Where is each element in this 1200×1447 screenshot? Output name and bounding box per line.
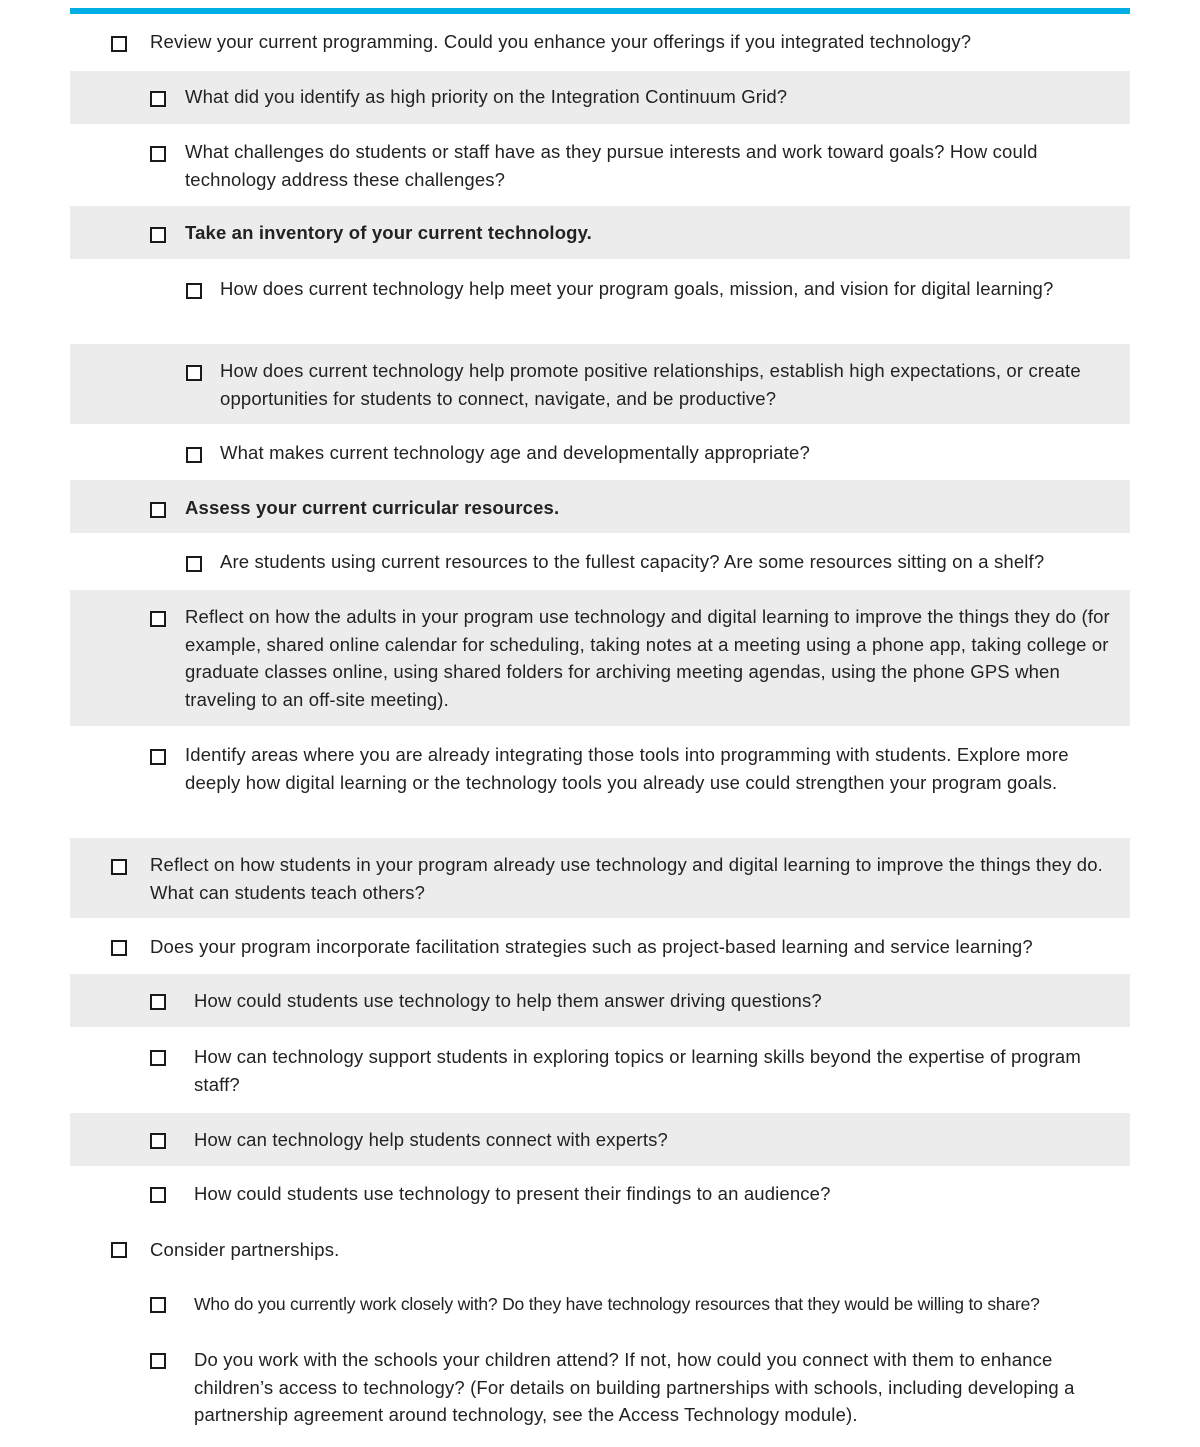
checklist-item-text: How can technology help students connect with experts?: [194, 1129, 668, 1150]
checklist-item: [70, 259, 1130, 344]
checkbox[interactable]: [150, 146, 166, 162]
checklist-item-text: What did you identify as high priority on the Integration Continuum Grid?: [185, 86, 788, 107]
checklist-item: [70, 590, 1130, 726]
checkbox[interactable]: [150, 91, 166, 107]
checklist-item-text: Does your program incorporate facilitation strategies such as project-based learning and service learning?: [150, 936, 1033, 957]
checklist-item: [70, 1278, 1130, 1334]
checklist-item-text: How could students use technology to help them answer driving questions?: [194, 990, 822, 1011]
checklist-item-text: Take an inventory of your current technology.: [185, 222, 592, 243]
checklist-item: [70, 14, 1130, 71]
checkbox[interactable]: [150, 1133, 166, 1149]
checklist-item: [70, 344, 1130, 424]
checkbox[interactable]: [186, 556, 202, 572]
checklist-item-text: How could students use technology to present their findings to an audience?: [194, 1183, 831, 1204]
checklist-item-text: How does current technology help promote positive relationships, establish high expectations, or create opportunities for students to connect, navigate, and be productive?: [220, 360, 1081, 409]
checklist-item: [70, 533, 1130, 590]
checkbox[interactable]: [150, 1187, 166, 1203]
checkbox[interactable]: [150, 1297, 166, 1313]
checklist-item-text: Consider partnerships.: [150, 1239, 340, 1260]
checklist-item-text: Assess your current curricular resources.: [185, 497, 560, 518]
checklist-item: [70, 1222, 1130, 1278]
checklist-item-text: Are students using current resources to the fullest capacity? Are some resources sitting on a shelf?: [220, 551, 1045, 572]
checkbox[interactable]: [150, 611, 166, 627]
checklist-item-text: Identify areas where you are already integrating those tools into programming with students. Explore more deeply how digital learning or the technology tools you already use could strengthen your program goals.: [185, 744, 1069, 793]
checklist-item: [70, 838, 1130, 918]
checklist-item-text: Reflect on how the adults in your program use technology and digital learning to improve the things they do (for example, shared online calendar for scheduling, taking notes at a meeting using a phone app, taking college or graduate classes online, using shared folders for archiving meeting agendas, using the phone GPS when traveling to an off-site meeting).: [185, 606, 1110, 710]
checklist-item-text: Review your current programming. Could you enhance your offerings if you integrated technology?: [150, 31, 972, 52]
checkbox[interactable]: [150, 994, 166, 1010]
checkbox[interactable]: [111, 36, 127, 52]
checklist-item-text: How does current technology help meet your program goals, mission, and vision for digital learning?: [220, 278, 1054, 299]
checkbox[interactable]: [111, 1242, 127, 1258]
checklist-item: [70, 1027, 1130, 1113]
checklist-item-text: Who do you currently work closely with? Do they have technology resources that they would be willing to share?: [194, 1294, 1040, 1314]
checkbox[interactable]: [150, 1353, 166, 1369]
checklist-item-text: What challenges do students or staff have as they pursue interests and work toward goals? How could technology address these challenges?: [185, 141, 1038, 190]
checklist-item: [70, 918, 1130, 974]
checkbox[interactable]: [186, 365, 202, 381]
checklist-item: [70, 1113, 1130, 1166]
checklist-item: [70, 124, 1130, 206]
checkbox[interactable]: [111, 940, 127, 956]
checkbox[interactable]: [150, 227, 166, 243]
checklist-item-text: How can technology support students in exploring topics or learning skills beyond the expertise of program staff?: [194, 1046, 1081, 1095]
checkbox[interactable]: [150, 1050, 166, 1066]
checklist-item-text: Do you work with the schools your children attend? If not, how could you connect with them to enhance children’s access to technology? (For details on building partnerships with schools, including developing a partnership agreement around technology, see the Access Technology module).: [194, 1349, 1075, 1425]
checklist-item-text: What makes current technology age and developmentally appropriate?: [220, 442, 810, 463]
checkbox[interactable]: [186, 283, 202, 299]
checkbox[interactable]: [186, 447, 202, 463]
checklist-item: [70, 1166, 1130, 1222]
checklist-item-text: Reflect on how students in your program already use technology and digital learning to improve the things they do. What can students teach others?: [150, 854, 1103, 903]
checklist-item: [70, 424, 1130, 480]
checklist-item: [70, 1334, 1130, 1447]
checkbox[interactable]: [150, 749, 166, 765]
checklist-item: [70, 71, 1130, 124]
checklist-item: [70, 480, 1130, 533]
checkbox[interactable]: [111, 859, 127, 875]
checklist-item: [70, 974, 1130, 1027]
checklist-item: [70, 726, 1130, 838]
checkbox[interactable]: [150, 502, 166, 518]
checklist-item: [70, 206, 1130, 259]
